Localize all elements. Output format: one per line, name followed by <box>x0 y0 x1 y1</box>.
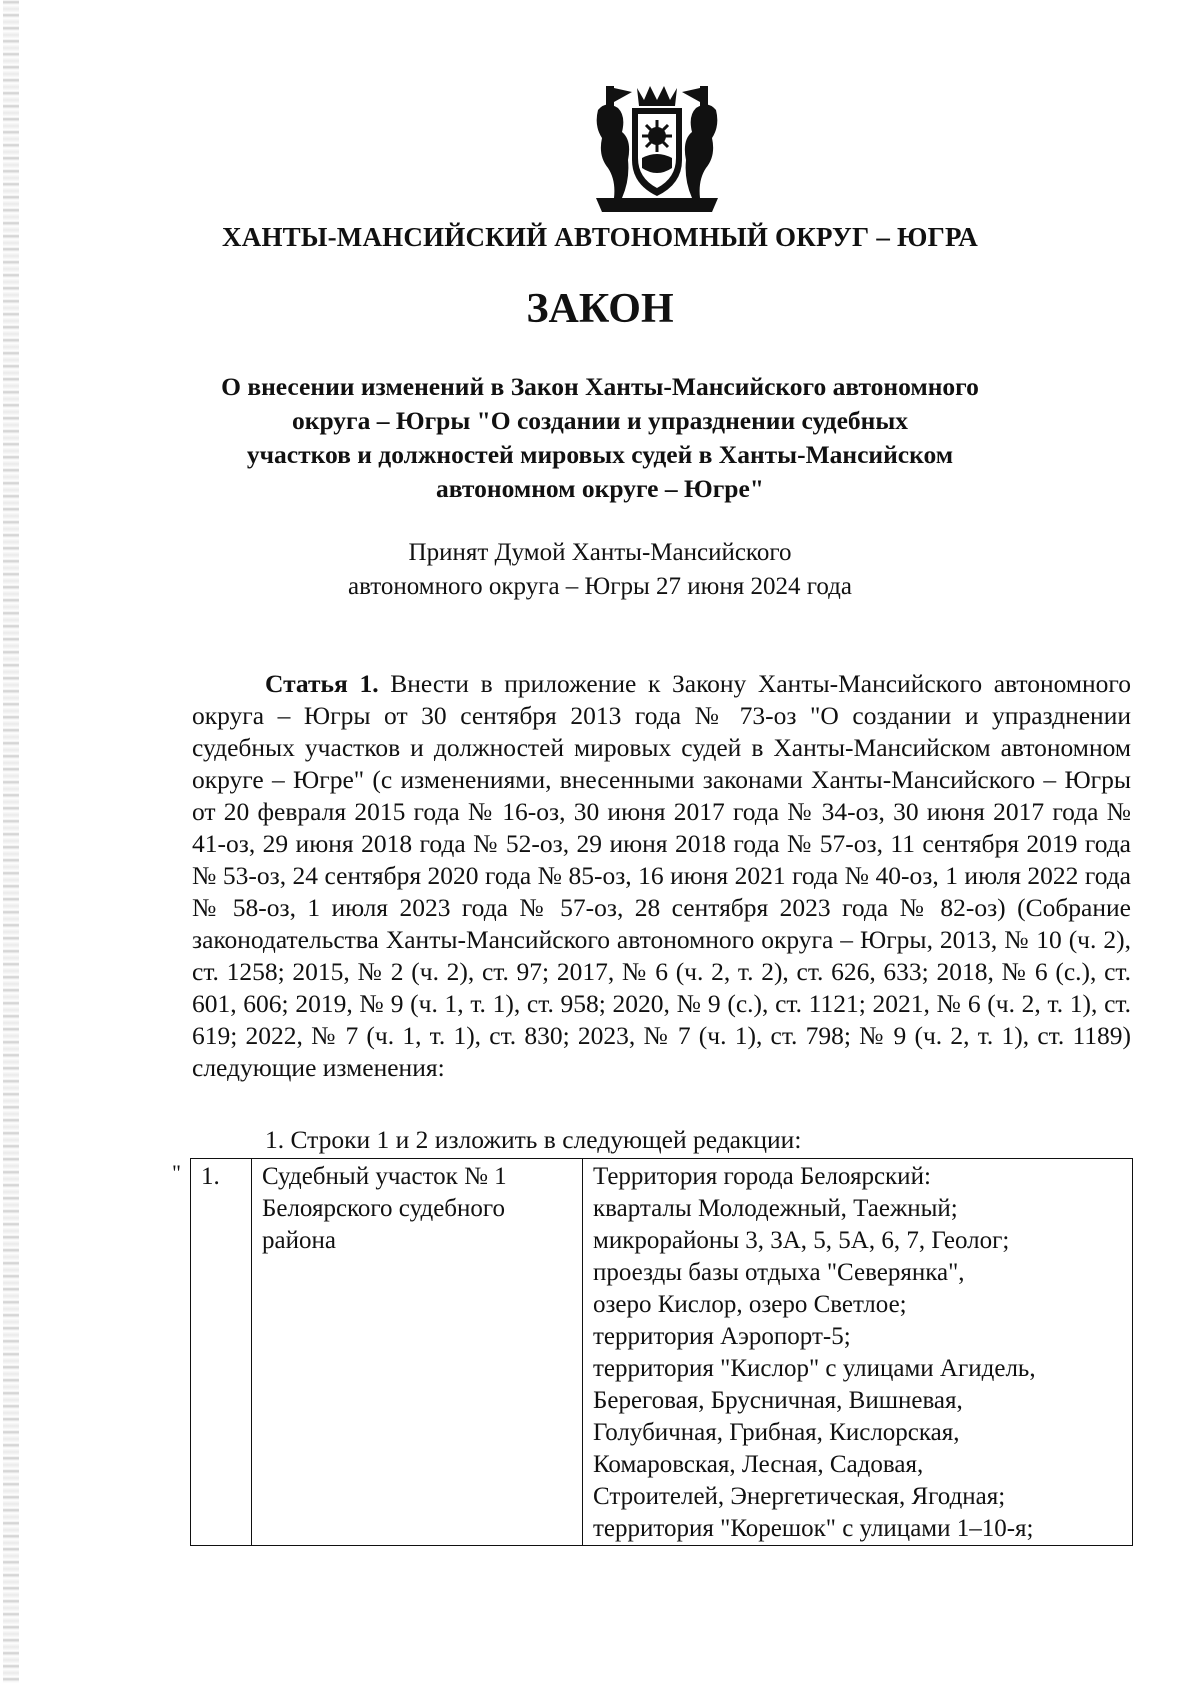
adoption-line: автономного округа – Югры 27 июня 2024 года <box>348 573 852 600</box>
article-text: Внести в приложение к Закону Ханты-Мансийского автономного округа – Югры от 30 сентября 2013 года № 73-оз "О создании и упразднении судебных участков и должностей мировых судей в Ханты-Мансийском автономном округе – Югре" (с изменениями, внесенными законами Ханты-Мансийского – Югры от 20 февраля 2015 года № 16-оз, 30 июня 2017 года № 34-оз, 30 июня 2017 года № 41-оз, 29 июня 2018 года № 52-оз, 29 июня 2018 года № 57-оз, 11 сентября 2019 года № 53-оз, 24 сентября 2020 года № 85-оз, 16 июня 2021 года № 40-оз, 1 июля 2022 года № 58-оз, 1 июля 2023 года № 57-оз, 28 сентября 2023 года № 82-оз) (Собрание законодательства Ханты-Мансийского автономного округа – Югры, 2013, № 10 (ч. 2), ст. 1258; 2015, № 2 (ч. 2), ст. 97; 2017, № 6 (ч. 2, т. 2), ст. 626, 633; 2018, № 6 (с.), ст. 601, 606; 2019, № 9 (ч. 1, т. 1), ст. 958; 2020, № 9 (с.), ст. 1121; 2021, № 6 (ч. 2, т. 1), ст. 619; 2022, № 7 (ч. 1, т. 1), ст. 830; 2023, № 7 (ч. 1), ст. 798; № 9 (ч. 2, т. 1), ст. 1189) следующие изменения: <box>192 669 1131 1082</box>
territory-line: Береговая, Брусничная, Вишневая, <box>593 1387 963 1414</box>
law-title-line: участков и должностей мировых судей в Ханты-Мансийском <box>246 440 954 469</box>
territory-line: Голубичная, Грибная, Кислорская, <box>593 1419 960 1446</box>
row-number: 1. <box>191 1159 252 1546</box>
district-territory <box>583 1159 1133 1546</box>
law-title-line: автономном округе – Югре" <box>436 474 764 503</box>
article-label: Статья 1. <box>265 669 379 698</box>
region-name: ХАНТЫ-МАНСИЙСКИЙ АВТОНОМНЫЙ ОКРУГ – ЮГРА <box>222 222 978 252</box>
law-title-line: округа – Югры "О создании и упразднении судебных <box>292 406 908 435</box>
article-1 <box>192 668 1131 1084</box>
territory-line: Комаровская, Лесная, Садовая, <box>593 1451 924 1478</box>
point-1: 1. Строки 1 и 2 изложить в следующей редакции: <box>265 1125 802 1154</box>
territory-line: территория "Кислор" с улицами Агидель, <box>593 1355 1036 1382</box>
adoption-line: Принят Думой Ханты-Мансийского <box>408 539 792 566</box>
document-type: ЗАКОН <box>526 286 674 332</box>
law-title <box>0 370 1200 506</box>
territory-line: Территория города Белоярский: <box>593 1163 931 1190</box>
territory-line: микрорайоны 3, 3А, 5, 5А, 6, 7, Геолог; <box>593 1227 1010 1254</box>
territory-line: проезды базы отдыха "Северянка", <box>593 1259 965 1286</box>
district-name <box>252 1159 583 1546</box>
territory-line: Строителей, Энергетическая, Ягодная; <box>593 1483 1006 1510</box>
district-name-line: Белоярского судебного <box>262 1195 506 1222</box>
coat-of-arms-emblem <box>592 80 722 215</box>
opening-quote-mark: " <box>172 1160 181 1185</box>
territory-line: территория "Корешок" с улицами 1–10-я; <box>593 1515 1034 1542</box>
district-name-line: района <box>262 1227 336 1254</box>
table-row <box>191 1159 1133 1546</box>
law-title-line: О внесении изменений в Закон Ханты-Мансийского автономного <box>221 372 979 401</box>
territory-line: кварталы Молодежный, Таежный; <box>593 1195 958 1222</box>
adoption-note <box>0 536 1200 604</box>
districts-table <box>190 1158 1133 1546</box>
district-name-line: Судебный участок № 1 <box>262 1163 507 1190</box>
territory-line: территория Аэропорт-5; <box>593 1323 851 1350</box>
territory-line: озеро Кислор, озеро Светлое; <box>593 1291 907 1318</box>
